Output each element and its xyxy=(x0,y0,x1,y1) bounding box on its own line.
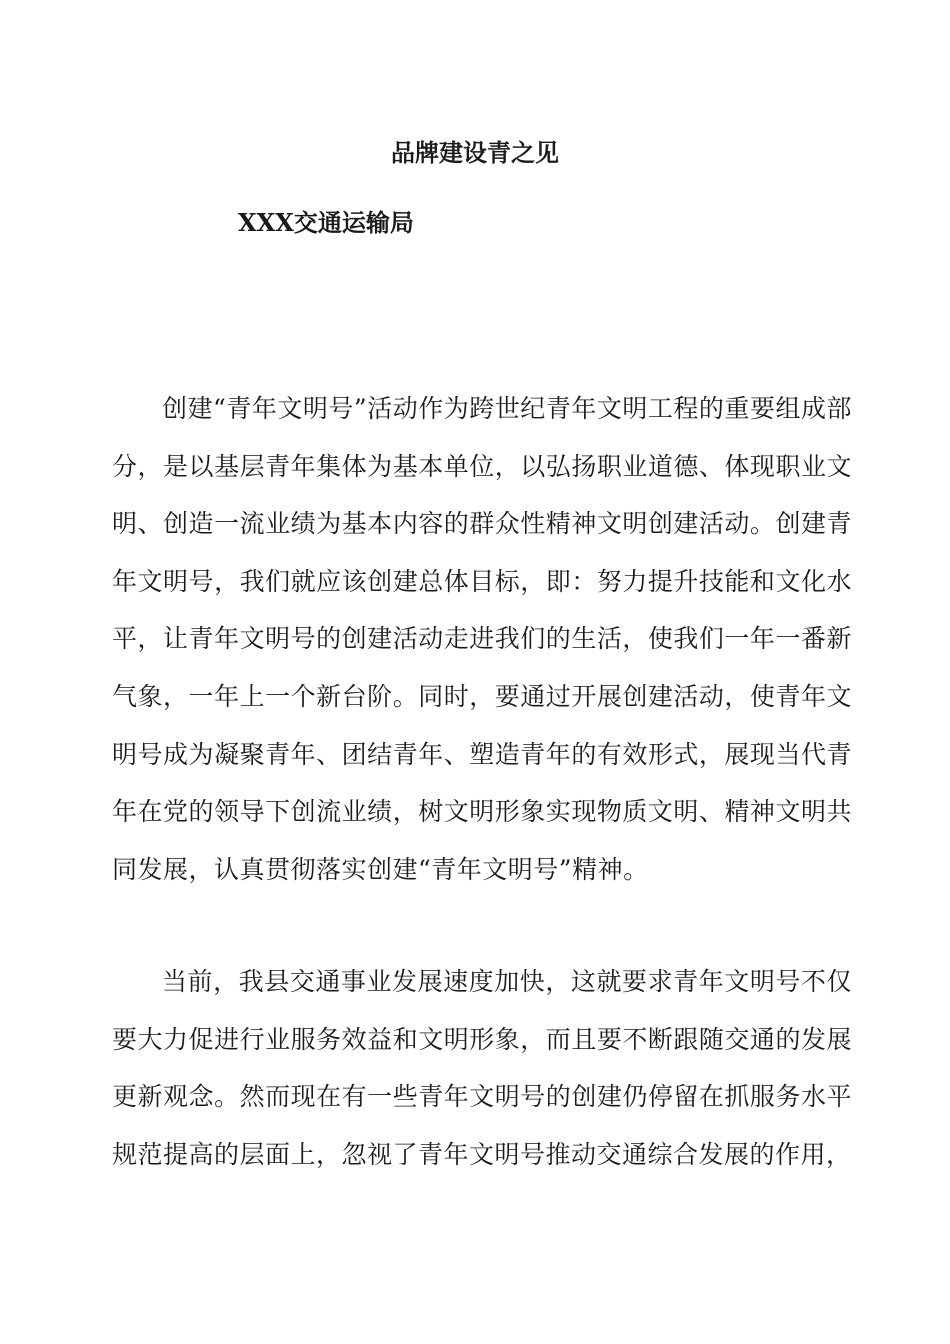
document-title: 品牌建设青之见 xyxy=(391,138,559,167)
body-paragraph-2: 当前，我县交通事业发展速度加快，这就要求青年文明号不仅要大力促进行业服务效益和文明形象，而且要不断跟随交通的发展更新观念。然而现在有一些青年文明号的创建仍停留在抓服务水平规范提高的层面上，忽视了青年文明号推动交通综合发展的作用， xyxy=(112,967,852,1169)
document-author: XXX交通运输局 xyxy=(238,208,414,237)
body-paragraph-1: 创建“青年文明号”活动作为跨世纪青年文明工程的重要组成部分，是以基层青年集体为基本单位，以弘扬职业道德、体现职业文明、创造一流业绩为基本内容的群众性精神文明创建活动。创建青年文明号，我们就应该创建总体目标，即：努力提升技能和文化水平，让青年文明号的创建活动走进我们的生活，使我们一年一番新气象，一年上一个新台阶。同时，要通过开展创建活动，使青年文明号成为凝聚青年、团结青年、塑造青年的有效形式，展现当代青年在党的领导下创流业绩，树文明形象实现物质文明、精神文明共同发展，认真贯彻落实创建“青年文明号”精神。 xyxy=(112,394,852,884)
